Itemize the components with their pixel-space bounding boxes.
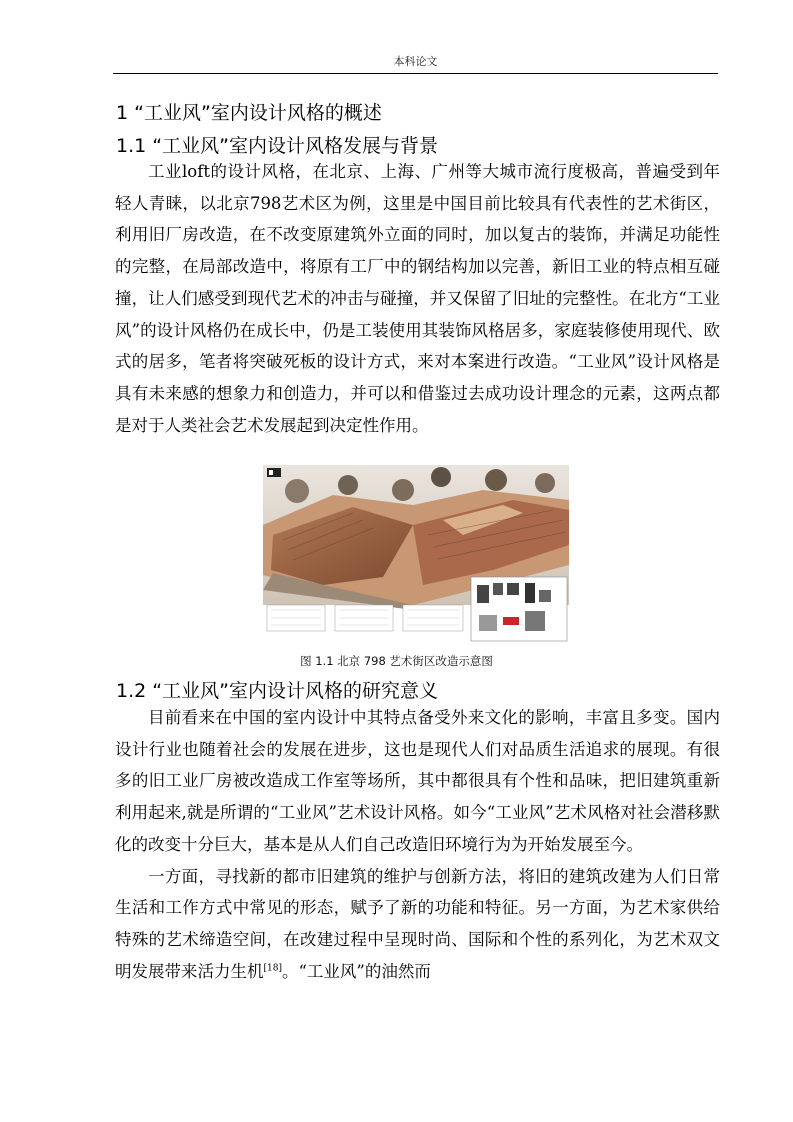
citation-reference: [18] xyxy=(263,963,282,974)
section-1-2-body xyxy=(115,702,720,987)
page-header-title: 本科论文 xyxy=(393,55,438,68)
section-1-heading: 1 “工业风”室内设计风格的概述 xyxy=(116,102,382,124)
figure-798-art-district xyxy=(263,465,569,643)
paragraph-text-tail: 。“工业风”的油然而 xyxy=(281,961,431,981)
figure-caption: 图 1.1 北京 798 艺术街区改造示意图 xyxy=(300,654,493,668)
logo-mark xyxy=(267,468,281,477)
section-1-1-heading: 1.1 “工业风”室内设计风格发展与背景 xyxy=(116,135,438,157)
paragraph: 目前看来在中国的室内设计中其特点备受外来文化的影响，丰富且多变。国内设计行业也随着社会的发展在进步，这也是现代人们对品质生活追求的展现。有很多的旧工业厂房被改造成工作室等场所，其中都很具有个性和品味，把旧建筑重新利用起来,就是所谓的“工业风”艺术设计风格。如今“工业风”艺术风格对社会潜移默化的改变十分巨大，基本是从人们自己改造旧环境行为为开始发展至今。 xyxy=(115,708,720,854)
header-rule xyxy=(113,73,718,74)
section-1-2-heading: 1.2 “工业风”室内设计风格的研究意义 xyxy=(116,680,438,702)
paragraph-text: 一方面，寻找新的都市旧建筑的维护与创新方法，将旧的建筑改建为人们日常生活和工作方式中常见的形态，赋予了新的功能和特征。另一方面，为艺术家供给特殊的艺术缔造空间，在改建过程中呈现时尚、国际和个性的系列化，为艺术双文明发展带来活力生机 xyxy=(115,866,720,981)
section-1-1-body xyxy=(115,156,720,441)
paragraph: 工业loft的设计风格，在北京、上海、广州等大城市流行度极高，普遍受到年轻人青睐，以北京798艺术区为例，这里是中国目前比较具有代表性的艺术街区，利用旧厂房改造，在不改变原建筑外立面的同时，加以复古的装饰，并满足功能性的完整，在局部改造中，将原有工厂中的钢结构加以完善，新旧工业的特点相互碰撞，让人们感受到现代艺术的冲击与碰撞，并又保留了旧址的完整性。在北方“工业风”的设计风格仍在成长中，仍是工装使用其装饰风格居多，家庭装修使用现代、欧式的居多，笔者将突破死板的设计方式，来对本案进行改造。“工业风”设计风格是具有未来感的想象力和创造力，并可以和借鉴过去成功设计理念的元素，这两点都是对于人类社会艺术发展起到决定性作用。 xyxy=(115,162,720,435)
paragraph xyxy=(115,861,720,988)
